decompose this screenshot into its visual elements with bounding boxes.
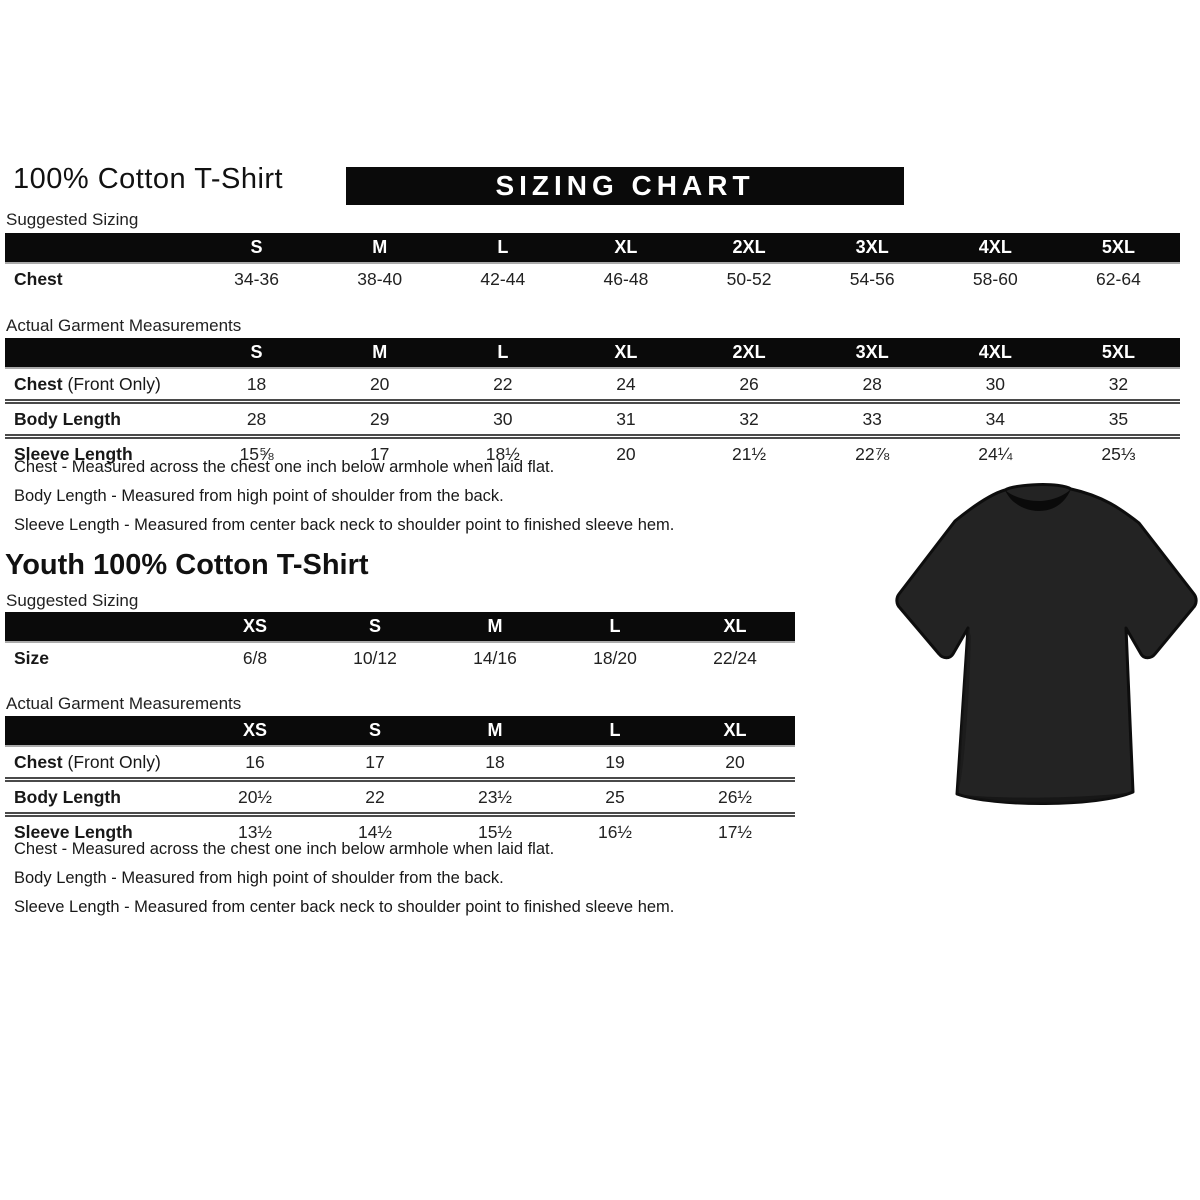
measurement-value: 22 <box>493 373 513 394</box>
tshirt-body-shape <box>897 485 1196 804</box>
measurement-note: Sleeve Length - Measured from center back neck to shoulder point to finished sleeve hem. <box>14 516 675 534</box>
size-column-header: S <box>315 612 435 642</box>
adult-measurement-notes <box>14 458 674 545</box>
measurement-value: 25⅓ <box>1101 443 1136 464</box>
measurement-value: 28 <box>862 373 882 394</box>
measurement-value: 17 <box>369 443 390 464</box>
measurement-value: 38-40 <box>357 268 403 289</box>
measurement-row <box>5 263 1180 294</box>
row-label: Body Length <box>14 786 121 807</box>
measurement-value: 19 <box>605 751 625 772</box>
measurement-value: 24¼ <box>978 443 1013 464</box>
measurement-value: 17 <box>365 751 385 772</box>
measurement-note: Chest - Measured across the chest one inch below armhole when laid flat. <box>14 840 555 858</box>
measurement-value: 22⅞ <box>855 443 890 464</box>
measurement-row <box>5 642 795 673</box>
row-label: Sleeve Length <box>14 443 133 464</box>
measurement-row <box>5 780 795 815</box>
header-spacer-cell <box>5 233 195 263</box>
sizing-chart-banner: SIZING CHART <box>346 167 904 205</box>
row-label: Sleeve Length <box>14 821 133 842</box>
size-column-header: L <box>555 612 675 642</box>
measurement-value: 14/16 <box>473 647 517 668</box>
row-label: Size <box>14 647 50 668</box>
header-spacer-cell <box>5 716 195 746</box>
size-header-row <box>5 612 795 642</box>
size-column-header: XS <box>195 716 315 746</box>
measurement-value: 16½ <box>597 821 633 842</box>
size-column-header: XS <box>195 612 315 642</box>
size-column-header: 5XL <box>1057 338 1180 368</box>
size-column-header: 4XL <box>934 338 1057 368</box>
size-header-row <box>5 233 1180 263</box>
size-column-header: S <box>195 233 318 263</box>
measurement-value: 34-36 <box>234 268 279 289</box>
measurement-value: 62-64 <box>1096 268 1141 289</box>
row-label: Chest (Front Only) <box>14 373 161 394</box>
measurement-note: Body Length - Measured from high point of shoulder from the back. <box>14 869 504 887</box>
adult-garment-measurements-table <box>5 338 1180 469</box>
size-column-header: 2XL <box>688 233 811 263</box>
measurement-value: 32 <box>1108 373 1129 394</box>
measurement-note: Sleeve Length - Measured from center back neck to shoulder point to finished sleeve hem. <box>14 898 675 916</box>
measurement-value: 23½ <box>477 786 513 807</box>
size-column-header: S <box>315 716 435 746</box>
page-title: 100% Cotton T-Shirt <box>13 163 284 195</box>
measurement-value: 30 <box>493 408 513 429</box>
header-spacer-cell <box>5 338 195 368</box>
size-column-header: XL <box>675 612 795 642</box>
measurement-row <box>5 746 795 780</box>
measurement-value: 22/24 <box>713 647 757 668</box>
size-column-header: 4XL <box>934 233 1057 263</box>
measurement-value: 22 <box>365 786 385 807</box>
measurement-value: 24 <box>616 373 636 394</box>
measurement-value: 25 <box>605 786 625 807</box>
measurement-value: 35 <box>1108 408 1129 429</box>
row-label: Chest <box>14 268 63 289</box>
measurement-value: 18 <box>246 373 267 394</box>
size-column-header: S <box>195 338 318 368</box>
size-column-header: M <box>318 338 441 368</box>
size-column-header: XL <box>564 338 687 368</box>
size-column-header: L <box>441 233 564 263</box>
youth-section-title: Youth 100% Cotton T-Shirt <box>5 549 369 581</box>
adult-suggested-sizing-label: Suggested Sizing <box>6 210 139 229</box>
measurement-value: 20½ <box>237 786 273 807</box>
measurement-value: 10/12 <box>353 647 397 668</box>
size-header-row <box>5 716 795 746</box>
measurement-value: 31 <box>616 408 636 429</box>
size-column-header: XL <box>675 716 795 746</box>
measurement-value: 20 <box>616 443 636 464</box>
size-column-header: M <box>318 233 441 263</box>
measurement-value: 13½ <box>237 821 273 842</box>
measurement-value: 26 <box>739 373 759 394</box>
measurement-value: 46-48 <box>603 268 649 289</box>
measurement-value: 29 <box>369 408 390 429</box>
size-column-header: M <box>435 612 555 642</box>
measurement-row <box>5 368 1180 402</box>
size-column-header: L <box>555 716 675 746</box>
adult-actual-measurements-label: Actual Garment Measurements <box>6 316 242 335</box>
measurement-note: Chest - Measured across the chest one inch below armhole when laid flat. <box>14 458 555 476</box>
measurement-value: 30 <box>985 373 1006 394</box>
measurement-row <box>5 402 1180 437</box>
measurement-value: 6/8 <box>242 647 268 668</box>
size-header-row <box>5 338 1180 368</box>
adult-suggested-sizing-table <box>5 233 1180 294</box>
header-spacer-cell <box>5 612 195 642</box>
size-column-header: 3XL <box>811 338 934 368</box>
youth-actual-measurements-label: Actual Garment Measurements <box>6 694 242 713</box>
measurement-value: 50-52 <box>726 268 772 289</box>
measurement-value: 20 <box>725 751 745 772</box>
measurement-value: 21½ <box>732 443 767 464</box>
youth-measurement-notes <box>14 840 674 927</box>
row-label: Body Length <box>14 408 121 429</box>
measurement-value: 32 <box>739 408 759 429</box>
measurement-value: 20 <box>369 373 390 394</box>
measurement-value: 15⅝ <box>239 443 274 464</box>
measurement-value: 28 <box>246 408 267 429</box>
measurement-value: 54-56 <box>849 268 895 289</box>
youth-garment-measurements-table <box>5 716 795 847</box>
youth-suggested-sizing-label: Suggested Sizing <box>6 591 139 610</box>
measurement-value: 34 <box>985 408 1006 429</box>
black-tshirt-photo <box>893 476 1199 808</box>
measurement-value: 42-44 <box>480 268 526 289</box>
size-column-header: XL <box>564 233 687 263</box>
size-column-header: L <box>441 338 564 368</box>
measurement-value: 16 <box>245 751 265 772</box>
measurement-value: 14½ <box>357 821 393 842</box>
size-column-header: M <box>435 716 555 746</box>
measurement-value: 58-60 <box>972 268 1018 289</box>
row-label: Chest (Front Only) <box>14 751 161 772</box>
measurement-value: 15½ <box>477 821 513 842</box>
measurement-value: 18½ <box>485 443 520 464</box>
size-column-header: 3XL <box>811 233 934 263</box>
measurement-value: 17½ <box>717 821 753 842</box>
size-column-header: 5XL <box>1057 233 1180 263</box>
size-column-header: 2XL <box>688 338 811 368</box>
measurement-note: Body Length - Measured from high point of shoulder from the back. <box>14 487 504 505</box>
measurement-value: 26½ <box>717 786 753 807</box>
measurement-value: 33 <box>862 408 882 429</box>
measurement-value: 18 <box>485 751 505 772</box>
youth-suggested-sizing-table <box>5 612 795 673</box>
measurement-value: 18/20 <box>593 647 637 668</box>
tshirt-illustration <box>893 476 1199 808</box>
